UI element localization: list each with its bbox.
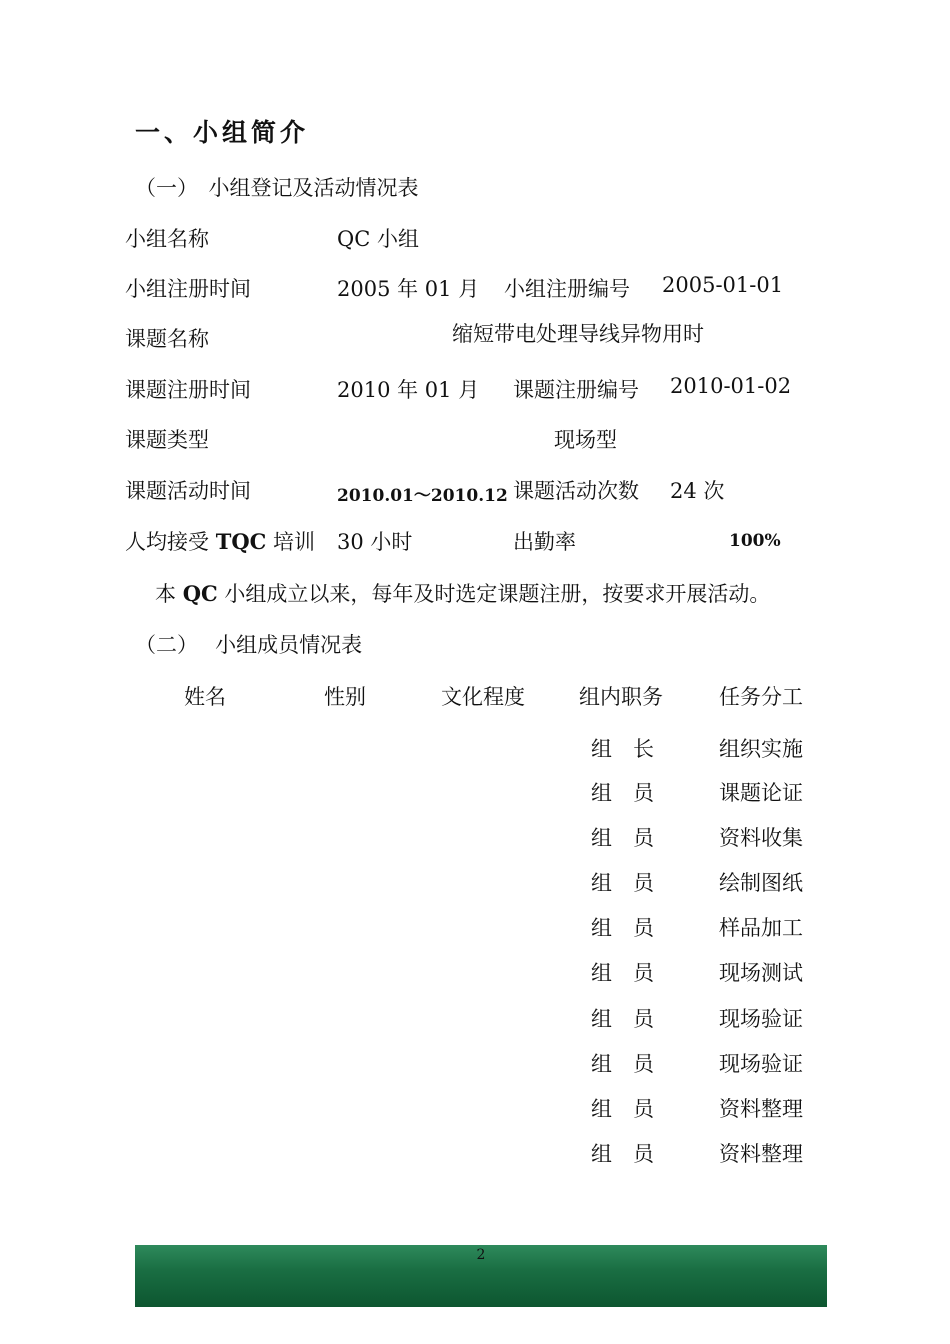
intro-bold: QC — [182, 581, 218, 606]
activity-count-value: 24 次 — [670, 479, 725, 503]
header-education: 文化程度 — [441, 685, 525, 709]
training-value: 30 小时 — [337, 530, 413, 554]
member-task: 现场验证 — [719, 1052, 803, 1076]
member-task: 绘制图纸 — [719, 871, 803, 895]
header-name: 姓名 — [184, 685, 226, 709]
topic-reg-no-label: 课题注册编号 — [513, 378, 639, 402]
member-task: 资料整理 — [719, 1097, 803, 1121]
member-task: 资料收集 — [719, 826, 803, 850]
member-task: 样品加工 — [719, 916, 803, 940]
member-role: 组 员 — [591, 961, 654, 985]
reg-no-value: 2005-01-01 — [662, 273, 784, 297]
member-task: 资料整理 — [719, 1142, 803, 1166]
member-role: 组 员 — [591, 1007, 654, 1031]
attendance-label: 出勤率 — [513, 530, 576, 554]
topic-type-label: 课题类型 — [125, 428, 209, 452]
member-task: 现场测试 — [719, 961, 803, 985]
member-role: 组 员 — [591, 781, 654, 805]
training-label-bold: TQC — [215, 529, 267, 554]
attendance-value: 100% — [729, 531, 781, 551]
activity-time-label: 课题活动时间 — [125, 479, 251, 503]
registration-heading: （一） 小组登记及活动情况表 — [135, 176, 419, 200]
reg-time-label: 小组注册时间 — [125, 277, 251, 301]
header-role: 组内职务 — [579, 685, 663, 709]
group-name-value: QC 小组 — [337, 227, 419, 251]
member-role: 组 员 — [591, 826, 654, 850]
activity-count-label: 课题活动次数 — [513, 479, 639, 503]
page-number: 2 — [476, 1247, 486, 1263]
member-role: 组 员 — [591, 1097, 654, 1121]
training-label-post: 培训 — [266, 530, 316, 554]
topic-name-value: 缩短带电处理导线异物用时 — [452, 322, 704, 346]
intro-post: 小组成立以来，每年及时选定课题注册，按要求开展活动。 — [217, 582, 771, 606]
header-gender: 性别 — [324, 685, 366, 709]
member-task: 课题论证 — [719, 781, 803, 805]
member-role: 组 员 — [591, 871, 654, 895]
intro-pre: 本 — [155, 582, 183, 606]
section-title: 一、小组简介 — [135, 118, 310, 147]
topic-name-label: 课题名称 — [125, 327, 209, 351]
topic-type-value: 现场型 — [554, 428, 617, 452]
member-task: 现场验证 — [719, 1007, 803, 1031]
member-role: 组 员 — [591, 1052, 654, 1076]
footer-bar — [135, 1245, 827, 1307]
topic-reg-time-label: 课题注册时间 — [125, 378, 251, 402]
group-name-label: 小组名称 — [125, 227, 209, 251]
member-role: 组 长 — [591, 737, 654, 761]
header-task: 任务分工 — [719, 685, 803, 709]
training-label — [125, 526, 315, 556]
intro-paragraph — [155, 578, 770, 608]
reg-time-value: 2005 年 01 月 — [337, 277, 480, 301]
member-task: 组织实施 — [719, 737, 803, 761]
member-role: 组 员 — [591, 916, 654, 940]
member-role: 组 员 — [591, 1142, 654, 1166]
activity-time-value: 2010.01～2010.12 — [337, 486, 508, 506]
members-heading: （二） 小组成员情况表 — [135, 633, 363, 657]
topic-reg-time-value: 2010 年 01 月 — [337, 378, 480, 402]
training-label-pre: 人均接受 — [125, 530, 216, 554]
topic-reg-no-value: 2010-01-02 — [670, 374, 792, 398]
reg-no-label: 小组注册编号 — [504, 277, 630, 301]
